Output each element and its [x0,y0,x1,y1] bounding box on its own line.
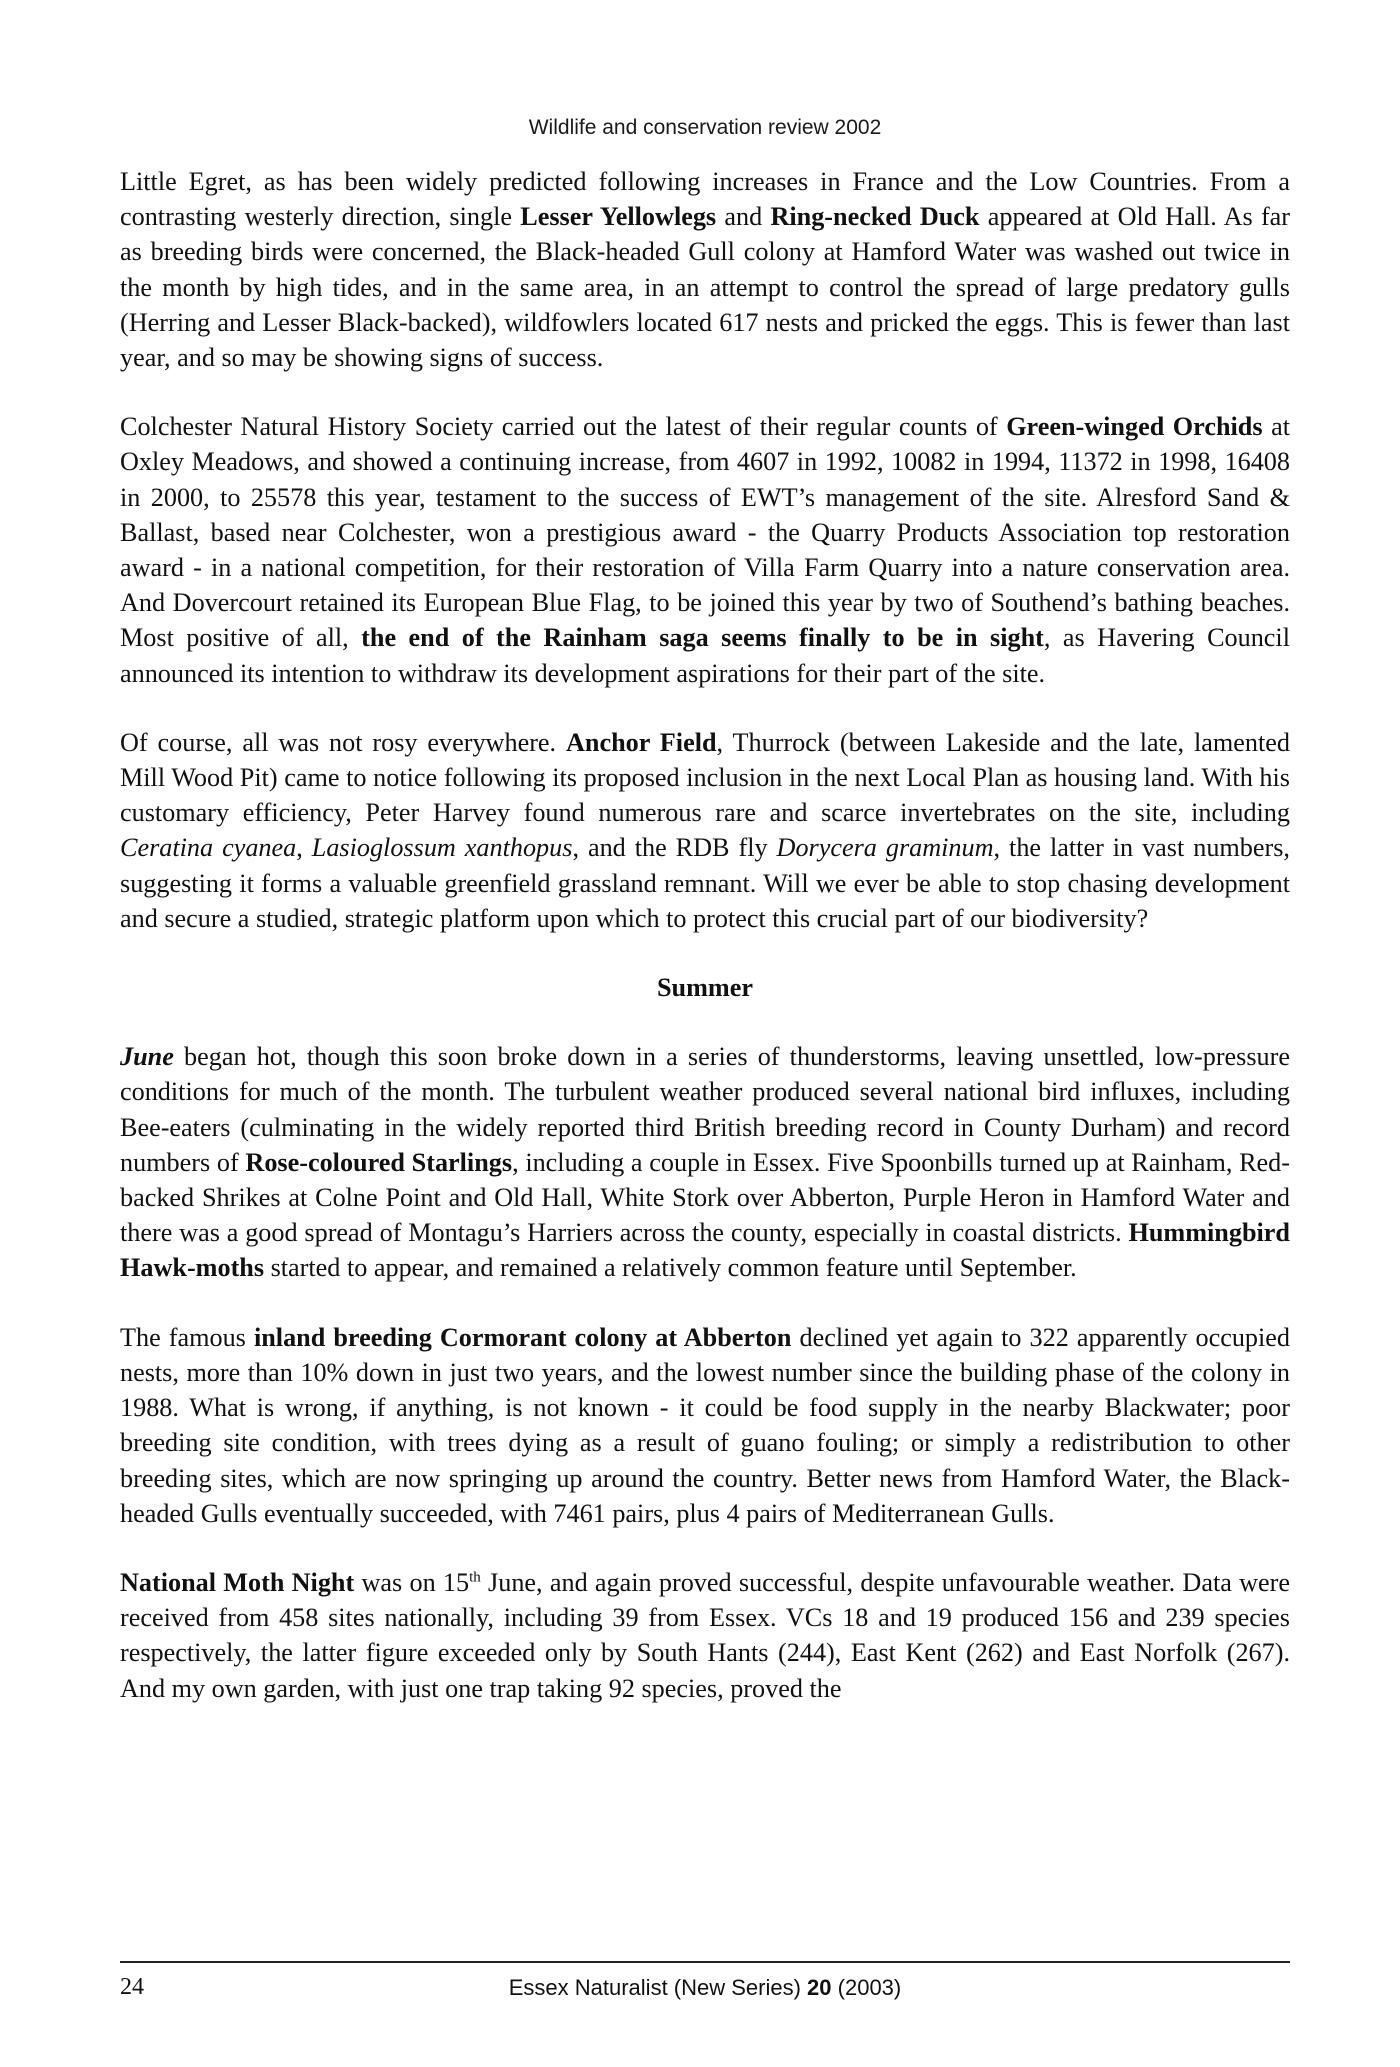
section-heading: Summer [656,973,753,1003]
text-run: Little Egret, as has been widely predicted following increases in France and the Low Countries. From a contrasting westerly direction, single [120,167,1290,232]
journal-volume: 20 [807,1975,832,2000]
bold-term: Ring-necked Duck [770,202,980,232]
paragraph [120,164,1290,375]
paragraph [120,409,1290,691]
running-header: Wildlife and conservation review 2002 [528,116,882,139]
article-body [120,164,1290,1740]
paragraph-group-spring [120,164,1290,936]
bold-term: Green-winged Orchids [1006,412,1263,442]
text-run: , Thurrock (between Lakeside and the late, lamented Mill Wood Pit) came to notice following its proposed inclusion in the next Local Plan as housing land. With his customary efficiency, Peter Harvey found numerous rare and scarce invertebrates on the site, including [120,727,1290,828]
text-run: Colchester Natural History Society carried out the latest of their regular counts of [120,412,1007,442]
italic-term: Lasioglossum xanthopus [311,833,573,863]
bold-term: Anchor Field [566,727,717,757]
bold-term: National Moth Night [120,1567,355,1597]
bold-term: Hummingbird Hawk-moths [120,1218,1290,1283]
text-run: June, and again proved successful, despite unfavourable weather. Data were received from 458 sites nationally, including 39 from Essex. VCs 18 and 19 produced 156 and 239 species respectively, the latter figure exceeded only by South Hants (244), East Kent (262) and East Norfolk (267). And my own garden, with just one trap taking 92 species, proved the [120,1567,1290,1703]
bold-term: June [120,1042,174,1072]
bold-term: inland breeding Cormorant colony at Abberton [253,1322,792,1352]
bold-term: Lesser Yellowlegs [520,202,717,232]
text-run: The famous [120,1322,254,1352]
text-run: Of course, all was not rosy everywhere. [120,727,566,757]
paragraph [120,1320,1290,1531]
bold-term: the end of the Rainham saga seems finally to be in sight [361,623,1044,653]
text-run: , including a couple in Essex. Five Spoonbills turned up at Rainham, Red-backed Shrikes at Colne Point and Old Hall, White Stork over Abberton, Purple Heron in Hamford Water and there was a good spread of Montagu’s Harriers across the county, especially in coastal districts. [120,1147,1290,1248]
text-run: at Oxley Meadows, and showed a continuing increase, from 4607 in 1992, 10082 in 1994, 11372 in 1998, 16408 in 2000, to 25578 this year, testament to the success of EWT’s management of the site. Alresford Sand & Ballast, based near Colchester, won a prestigious award - the Quarry Products Association top restoration award - in a national competition, for their restoration of Villa Farm Quarry into a nature conservation area. And Dovercourt retained its European Blue Flag, to be joined this year by two of Southend’s bathing beaches. Most positive of all, [120,412,1291,653]
paragraph-group-summer [120,1039,1290,1705]
italic-term: Ceratina cyanea [120,833,297,863]
bold-term: Rose-coloured Starlings [245,1147,513,1177]
journal-year: (2003) [831,1975,902,2000]
text-run: , as Havering Council announced its intention to withdraw its development aspirations for their part of the site. [120,623,1290,688]
footer-rule [120,1961,1290,1963]
text-run: , [296,833,312,863]
paragraph [120,1039,1290,1285]
paragraph [120,725,1290,936]
text-run: declined yet again to 322 apparently occupied nests, more than 10% down in just two years, and the lowest number since the building phase of the colony in 1988. What is wrong, if anything, is not known - it could be food supply in the nearby Blackwater; poor breeding site condition, with trees dying as a result of guano fouling; or simply a redistribution to other breeding sites, which are now springing up around the country. Better news from Hamford Water, the Black-headed Gulls eventually succeeded, with 7461 pairs, plus 4 pairs of Mediterranean Gulls. [120,1322,1290,1528]
page-number: 24 [120,1974,144,2000]
text-run: , the latter in vast numbers, suggesting it forms a valuable greenfield grassland remnant. Will we ever be able to stop chasing development and secure a studied, strategic platform upon which to protect this crucial part of our biodiversity? [120,833,1290,933]
text-run: and [716,202,771,232]
text-run: was on 15 [354,1567,470,1597]
text-run: appeared at Old Hall. As far as breeding birds were concerned, the Black-headed Gull colony at Hamford Water was washed out twice in the month by high tides, and in the same area, in an attempt to control the spread of large predatory gulls (Herring and Lesser Black-backed), wildfowlers located 617 nests and pricked the eggs. This is fewer than last year, and so may be showing signs of success. [120,202,1291,373]
journal-citation [120,1975,1290,2001]
paragraph [120,1565,1290,1706]
text-run: , and the RDB fly [572,833,777,863]
text-run: started to appear, and remained a relatively common feature until September. [264,1253,1077,1283]
text-run: th [469,1569,481,1586]
text-run: began hot, though this soon broke down in a series of thunderstorms, leaving unsettled, low-pressure conditions for much of the month. The turbulent weather produced several national bird influxes, including Bee-eaters (culminating in the widely reported third British breeding record in County Durham) and record numbers of [120,1042,1290,1177]
journal-name: Essex Naturalist (New Series) [508,1975,808,2000]
italic-term: Dorycera graminum [776,833,994,863]
